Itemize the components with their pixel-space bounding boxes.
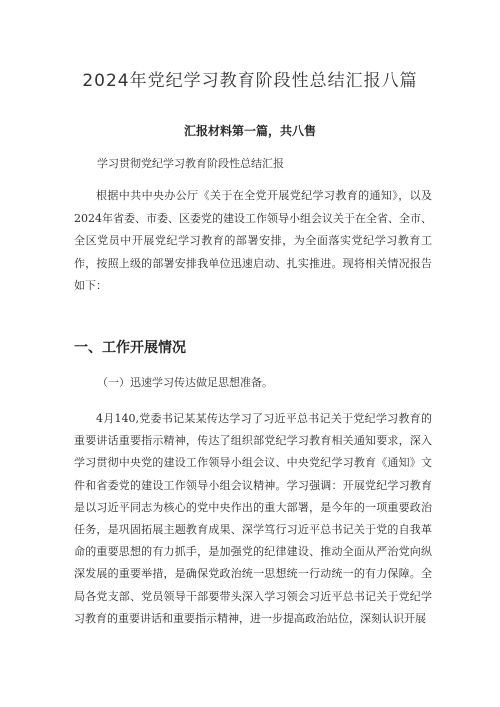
document-subtitle: 汇报材料第一篇，共八售 <box>183 124 316 138</box>
document-title: 2024年党纪学习教育阶段性总结汇报八篇 <box>82 71 418 91</box>
intro-paragraph: 根据中共中央办公厅《关于在全党开展党纪学习教育的通知》，以及2024年省委、市委、区委党的建设工作领导小组会议关于在全省、全市、全区党员中开展党纪学习教育的部署安排，为全面落实党纪学习教育工作，按照上级的部署安排我单位迅速启动、扎实推进。现将相关情况报告如下： <box>74 189 432 292</box>
section-heading: 一、工作开展情况 <box>74 340 186 356</box>
subsection-heading: （一）迅速学习传达做足思想准备。 <box>97 376 273 389</box>
lead-line: 学习贯彻党纪学习教育阶段性总结汇报 <box>97 157 284 170</box>
body-paragraph: 4月140,党委书记某某传达学习了习近平总书记关于党纪学习教育的重要讲话重要指示精神，传达了组织部党纪学习教育相关通知要求，深入学习贯彻中央党的建设工作领导小组会议、中央党纪学习教育《通知》文件和省委党的建设工作领导小组会议精神。学习强调：开展党纪学习教育是以习近平同志为核心的党中央作出的重大部署，是今年的一项重要政治任务，是巩固拓展主题教育成果、深学笃行习近平总书记关于党的自我革命的重要思想的有力抓手，是加强党的纪律建设、推动全面从严治党向纵深发展的重要举措，是确保党政治统一思想统一行动统一的有力保障。全局各党支部、党员领导干部要带头深入学习领会习近平总书记关于党纪学习教育的重要讲话和重要指示精神，进一步提高政治站位，深刻认识开展 <box>74 412 432 625</box>
